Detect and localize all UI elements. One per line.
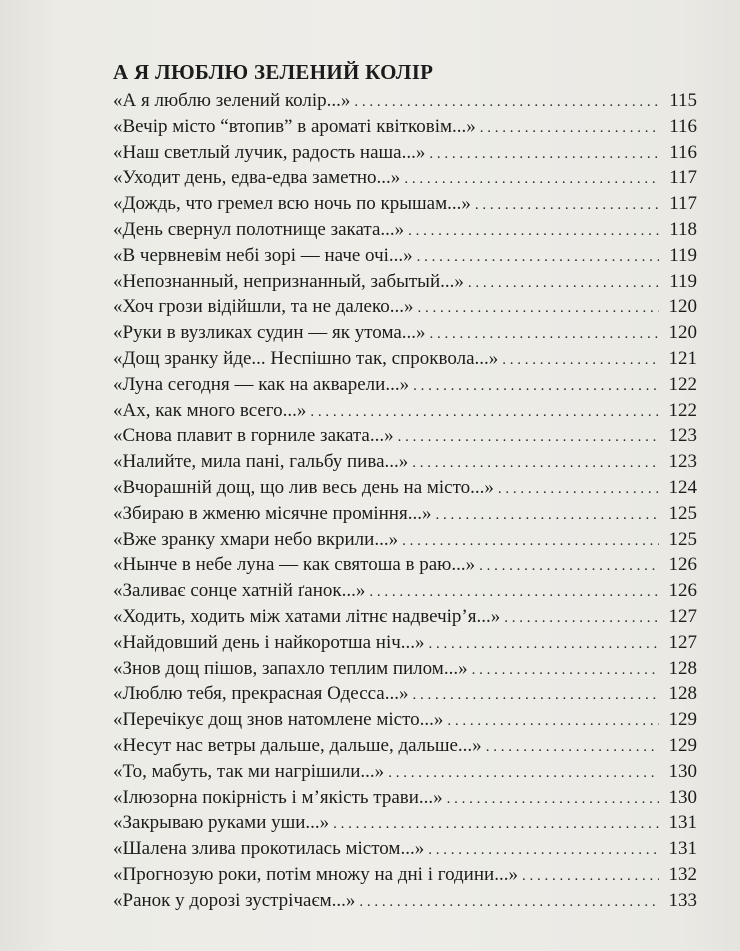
toc-entry (113, 810, 697, 836)
toc-entry (113, 656, 697, 682)
toc-entry (113, 423, 697, 449)
dot-leader (429, 632, 659, 656)
dot-leader (447, 709, 659, 733)
toc-entry (113, 140, 697, 166)
entry-page-number: 127 (668, 605, 697, 627)
entry-title: «Ілюзорна покірність і м’якість трави...» (113, 786, 443, 808)
entry-page-number: 121 (668, 347, 697, 369)
entry-title: «Несут нас ветры дальше, дальше, дальше...» (113, 734, 482, 756)
entry-title: «Дождь, что гремел всю ночь по крышам...» (113, 193, 471, 215)
dot-leader (479, 554, 659, 578)
entry-page-number: 126 (668, 580, 697, 602)
entry-page-number: 128 (668, 657, 697, 679)
entry-title: «В червневім небі зорі — наче очі...» (113, 244, 413, 266)
entry-page-number: 133 (668, 889, 697, 911)
dot-leader (408, 219, 659, 243)
entry-title: «Збираю в жменю місячне проміння...» (113, 502, 432, 524)
toc-entry (113, 733, 697, 759)
entry-title: «Вечір місто “втопив” в ароматі квітковім...» (113, 115, 476, 137)
entry-page-number: 116 (669, 115, 697, 137)
entry-title: «Вже зранку хмари небо вкрили...» (113, 528, 399, 550)
entry-title: «Прогнозую роки, потім множу на дні і години...» (113, 863, 518, 885)
entry-page-number: 122 (668, 399, 697, 421)
entry-page-number: 128 (668, 683, 697, 705)
entry-page-number: 125 (668, 528, 697, 550)
dot-leader (475, 193, 659, 217)
dot-leader (413, 374, 659, 398)
toc-entry (113, 243, 697, 269)
dot-leader (428, 838, 659, 862)
entry-title: «А я люблю зелений колір...» (113, 90, 351, 111)
entry-title: «То, мабуть, так ми нагрішили...» (113, 760, 385, 782)
toc-entry (113, 785, 697, 811)
dot-leader (402, 529, 659, 553)
entry-page-number: 120 (668, 322, 697, 344)
dot-leader (468, 271, 659, 295)
entry-page-number: 130 (668, 760, 697, 782)
toc-entry (113, 346, 697, 372)
dot-leader (447, 787, 659, 811)
entry-title: «Снова плавит в горниле заката...» (113, 425, 394, 447)
toc-entry (113, 578, 697, 604)
entry-title: «Знов дощ пішов, запахло теплим пилом...» (113, 657, 468, 679)
dot-leader (486, 735, 659, 759)
dot-leader (417, 296, 659, 320)
dot-leader (435, 503, 659, 527)
entry-title: «Заливає сонце хатній ґанок...» (113, 580, 366, 602)
toc-entry (113, 269, 697, 295)
toc-entry (113, 759, 697, 785)
entry-page-number: 116 (669, 141, 697, 163)
toc-entry (113, 552, 697, 578)
entry-title: «Налийте, мила пані, гальбу пива...» (113, 451, 409, 473)
entry-page-number: 119 (669, 244, 697, 266)
entry-page-number: 129 (668, 734, 697, 756)
entry-title: «Уходит день, едва-едва заметно...» (113, 167, 401, 189)
dot-leader (388, 761, 659, 785)
dot-leader (502, 348, 659, 372)
entry-title: «День свернул полотнище заката...» (113, 218, 405, 240)
entry-page-number: 131 (668, 838, 697, 860)
dot-leader (480, 116, 659, 140)
dot-leader (333, 812, 659, 836)
toc-entry (113, 475, 697, 501)
toc-entry (113, 681, 697, 707)
entry-title: «Дощ зранку йде... Неспішно так, спроквола...» (113, 347, 499, 369)
toc-entry (113, 165, 697, 191)
toc-entry (113, 501, 697, 527)
entry-title: «Луна сегодня — как на акварели...» (113, 373, 410, 395)
toc-entry (113, 114, 697, 140)
dot-leader (310, 400, 659, 424)
toc-entry (113, 707, 697, 733)
toc-entry (113, 320, 697, 346)
toc-entry (113, 862, 697, 888)
section-title: А Я ЛЮБЛЮ ЗЕЛЕНИЙ КОЛІР (113, 60, 434, 84)
entry-page-number: 122 (668, 373, 697, 395)
toc-entry (113, 191, 697, 217)
entry-title: «Люблю тебя, прекрасная Одесса...» (113, 683, 409, 705)
dot-leader (429, 142, 659, 166)
toc-entry (113, 372, 697, 398)
toc-entry (113, 630, 697, 656)
entry-page-number: 126 (668, 554, 697, 576)
entry-title: «Найдовший день і найкоротша ніч...» (113, 631, 425, 653)
entry-page-number: 120 (668, 296, 697, 318)
entry-title: «Наш светлый лучик, радость наша...» (113, 141, 426, 163)
dot-leader (359, 890, 659, 914)
entry-page-number: 117 (669, 193, 697, 215)
dot-leader (354, 90, 659, 114)
entry-title: «Закрываю руками уши...» (113, 812, 330, 834)
entry-page-number: 119 (669, 270, 697, 292)
entry-title: «Непознанный, непризнанный, забытый...» (113, 270, 464, 292)
entry-page-number: 123 (668, 425, 697, 447)
dot-leader (369, 580, 659, 604)
entry-title: «Вчорашній дощ, що лив весь день на місто...» (113, 476, 494, 498)
dot-leader (498, 477, 659, 501)
entry-title: «Нынче в небе луна — как святоша в раю...» (113, 554, 476, 576)
toc-entry (113, 398, 697, 424)
entry-page-number: 131 (668, 812, 697, 834)
entry-title: «Перечікує дощ знов натомлене місто...» (113, 709, 444, 731)
dot-leader (430, 322, 659, 346)
entry-page-number: 124 (668, 476, 697, 498)
toc-entry (113, 527, 697, 553)
toc-entry (113, 294, 697, 320)
dot-leader (412, 451, 659, 475)
entry-title: «Ранок у дорозі зустрічаєм...» (113, 889, 356, 911)
toc-entry (113, 449, 697, 475)
dot-leader (504, 606, 659, 630)
toc-entry (113, 836, 697, 862)
entry-page-number: 123 (668, 451, 697, 473)
entry-page-number: 129 (668, 709, 697, 731)
entry-page-number: 117 (669, 167, 697, 189)
entry-title: «Руки в вузликах судин — як утома...» (113, 322, 426, 344)
dot-leader (472, 658, 659, 682)
toc-entry (113, 604, 697, 630)
dot-leader (522, 864, 659, 888)
table-of-contents (113, 60, 697, 914)
entry-page-number: 118 (669, 218, 697, 240)
entry-title: «Хоч грози відійшли, та не далеко...» (113, 296, 414, 318)
entry-page-number: 132 (668, 863, 697, 885)
dot-leader (412, 683, 659, 707)
entry-title: «Ах, как много всего...» (113, 399, 307, 421)
entry-page-number: 125 (668, 502, 697, 524)
toc-entry (113, 217, 697, 243)
toc-list (113, 88, 697, 914)
toc-entry (113, 888, 697, 914)
entry-page-number: 130 (668, 786, 697, 808)
entry-page-number: 115 (669, 90, 697, 111)
entry-page-number: 127 (668, 631, 697, 653)
entry-title: «Шалена злива прокотилась містом...» (113, 838, 425, 860)
dot-leader (404, 167, 659, 191)
dot-leader (398, 425, 659, 449)
dot-leader (417, 245, 659, 269)
entry-title: «Ходить, ходить між хатами літнє надвечір’я...» (113, 605, 501, 627)
toc-entry (113, 88, 697, 114)
